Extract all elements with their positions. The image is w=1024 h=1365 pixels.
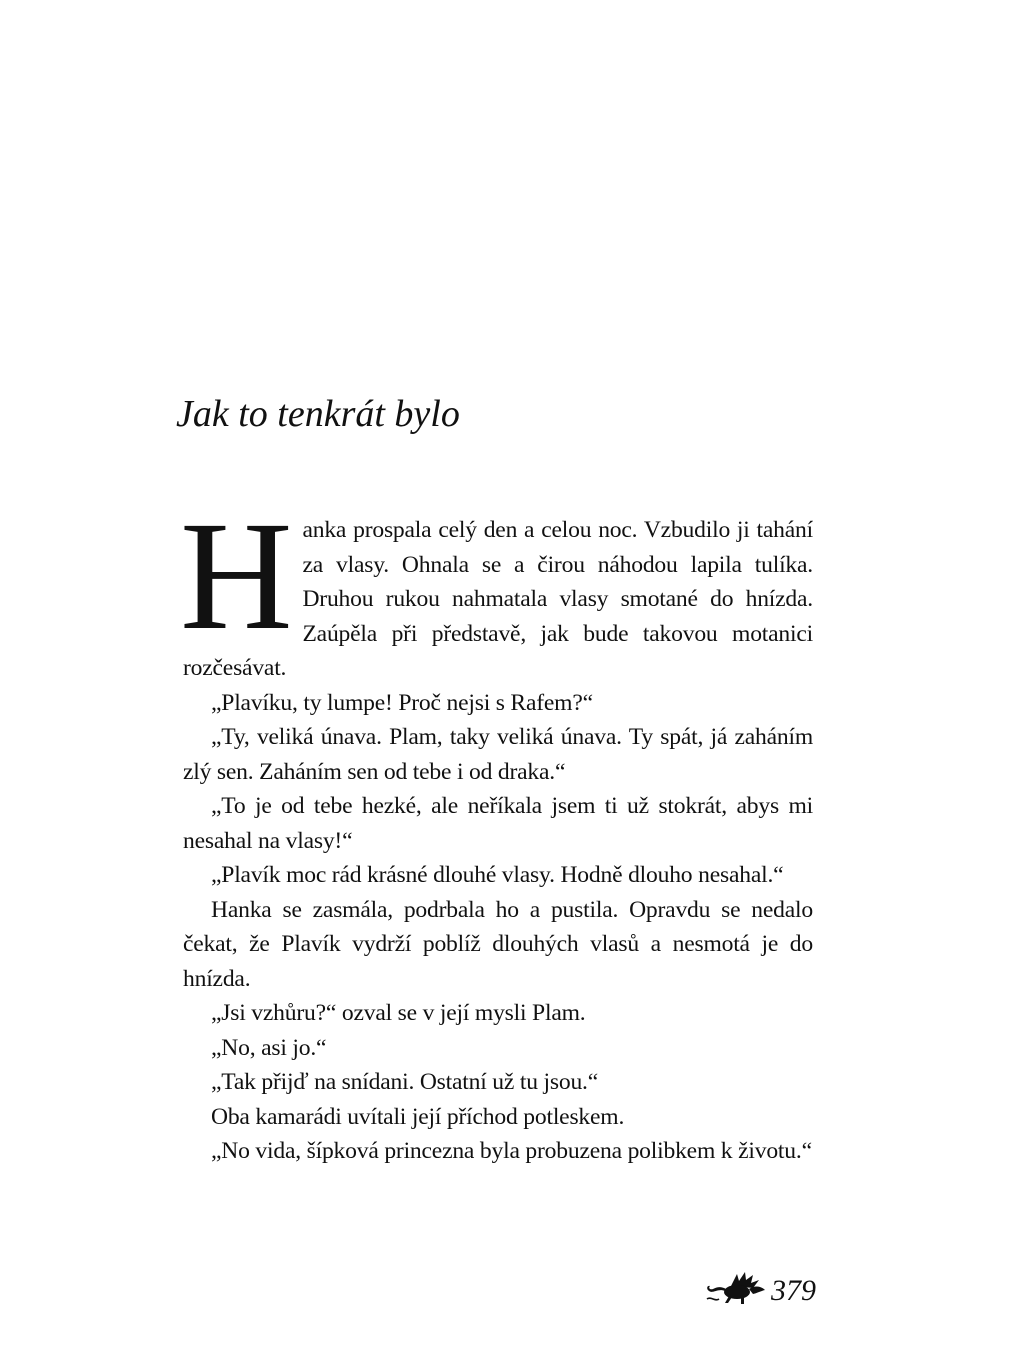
drop-cap: H [180, 489, 293, 662]
paragraph-1 [180, 489, 813, 686]
chapter-body [180, 489, 813, 1169]
page-number: 379 [771, 1274, 816, 1307]
paragraph-1-text: anka prospala celý den a celou noc. Vzbudilo ji tahání za vlasy. Ohnala se a čirou náhodou lapila tulíka. Druhou rukou nahmatala vlasy smotané do hnízda. Zaúpěla při představě, jak bude takovou motanici rozčesávat. [183, 517, 813, 681]
paragraph-6: Hanka se zasmála, podrbala ho a pustila. Opravdu se nedalo čekat, že Plavík vydrží poblíž dlouhých vlasů a nesmotá je do hnízda. [183, 896, 813, 992]
paragraph-5: „Plavík moc rád krásné dlouhé vlasy. Hodně dlouho nesahal.“ [211, 862, 784, 888]
paragraph-4: „To je od tebe hezké, ale neříkala jsem ti už stokrát, abys mi nesahal na vlasy!“ [183, 793, 813, 854]
chapter-title: Jak to tenkrát bylo [176, 393, 460, 435]
paragraph-7: „Jsi vzhůru?“ ozval se v její mysli Plam. [211, 1000, 586, 1026]
paragraph-10: Oba kamarádi uvítali její příchod potleskem. [211, 1103, 625, 1130]
paragraph-9: „Tak přijď na snídani. Ostatní už tu jsou.“ [211, 1069, 599, 1095]
page-footer [705, 1272, 816, 1308]
paragraph-8: „No, asi jo.“ [211, 1034, 327, 1061]
paragraph-3: „Ty, veliká únava. Plam, taky veliká únava. Ty spát, já zaháním zlý sen. Zaháním sen od tebe i od draka.“ [183, 724, 813, 785]
paragraph-11: „No vida, šípková princezna byla probuzena polibkem k životu.“ [211, 1138, 812, 1164]
paragraph-2: „Plavíku, ty lumpe! Proč nejsi s Rafem?“ [211, 689, 593, 716]
dragon-icon [705, 1272, 767, 1308]
